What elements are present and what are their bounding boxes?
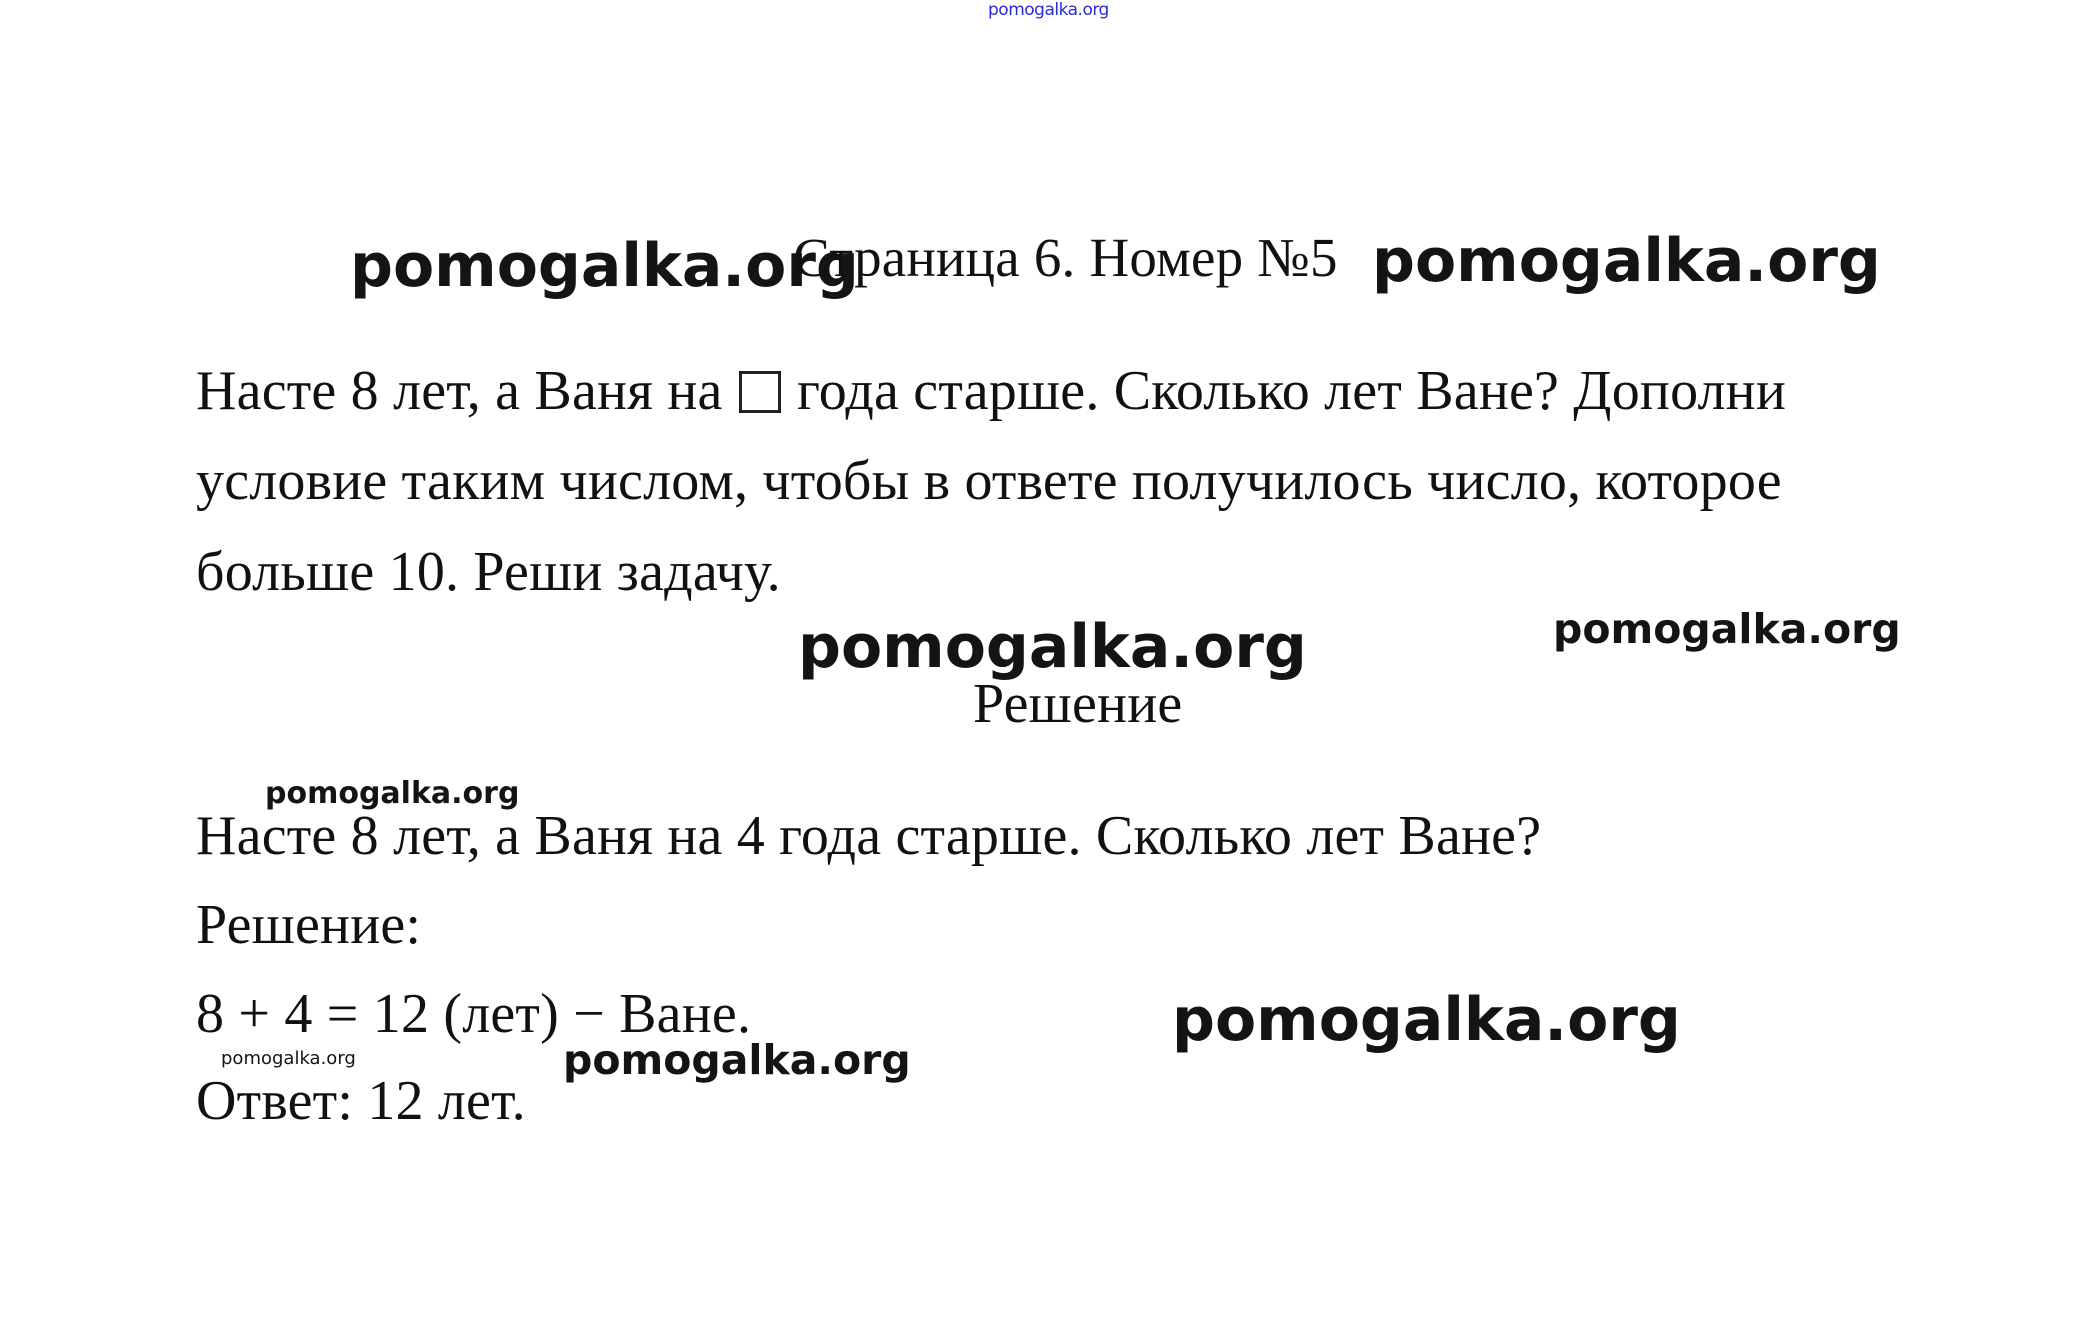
solution-line-2: Решение:: [196, 894, 422, 956]
answer-line: Ответ: 12 лет.: [196, 1070, 526, 1132]
watermark: pomogalka.org: [265, 776, 520, 811]
watermark: pomogalka.org: [1372, 226, 1881, 296]
watermark: pomogalka.org: [350, 231, 859, 301]
condition-line-1-start: Насте 8 лет, а Ваня на: [196, 360, 723, 422]
watermark: pomogalka.org: [1172, 985, 1681, 1055]
condition-line-1-end: года старше. Сколько лет Ване? Дополни: [796, 360, 1787, 422]
solution-line-3: 8 + 4 = 12 (лет) − Ване.: [196, 983, 752, 1045]
watermark: pomogalka.org: [221, 1048, 356, 1069]
watermark: pomogalka.org: [1553, 605, 1901, 653]
solution-heading: Решение: [973, 673, 1183, 735]
condition-line-3: больше 10. Реши задачу.: [196, 541, 781, 603]
watermark: pomogalka.org: [563, 1036, 911, 1084]
top-watermark-link[interactable]: pomogalka.org: [988, 0, 1109, 20]
watermark: pomogalka.org: [798, 612, 1307, 682]
condition-line-1: [196, 360, 1787, 422]
condition-line-2: условие таким числом, чтобы в ответе получилось число, которое: [196, 450, 1782, 512]
page-title: Страница 6. Номер №5: [793, 227, 1338, 288]
solution-line-1: Насте 8 лет, а Ваня на 4 года старше. Сколько лет Ване?: [196, 805, 1542, 867]
empty-box-icon: [739, 371, 781, 413]
